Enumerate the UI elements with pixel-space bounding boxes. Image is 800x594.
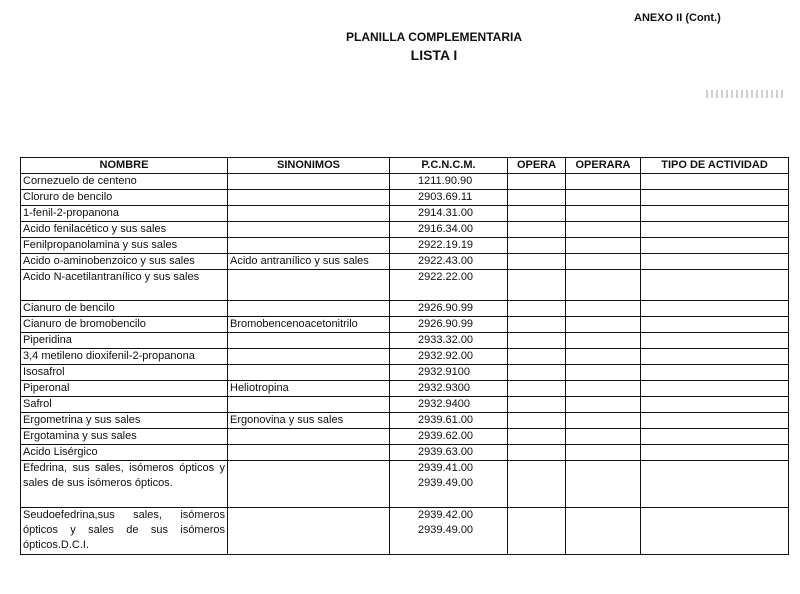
cell-pcncm	[390, 301, 508, 317]
cell-pcncm	[390, 397, 508, 413]
pcncm-code: 2903.69.11	[418, 191, 473, 203]
cell-nombre: Cianuro de bencilo	[21, 301, 228, 317]
cell-tipo-actividad	[641, 206, 789, 222]
cell-sinonimos	[228, 270, 390, 301]
cell-opera	[508, 270, 566, 301]
cell-opera	[508, 190, 566, 206]
cell-operara	[566, 461, 641, 508]
cell-sinonimos	[228, 349, 390, 365]
cell-operara	[566, 445, 641, 461]
table-row	[21, 301, 789, 317]
cell-pcncm	[390, 222, 508, 238]
table-row	[21, 365, 789, 381]
cell-sinonimos: Heliotropina	[228, 381, 390, 397]
cell-operara	[566, 429, 641, 445]
cell-pcncm	[390, 429, 508, 445]
scan-artifact	[706, 90, 786, 98]
cell-sinonimos	[228, 206, 390, 222]
cell-nombre: Ergometrina y sus sales	[21, 413, 228, 429]
pcncm-code: 2916.34.00	[418, 223, 474, 235]
cell-sinonimos	[228, 190, 390, 206]
cell-operara	[566, 238, 641, 254]
cell-opera	[508, 222, 566, 238]
pcncm-code: 2939.61.00	[418, 414, 474, 426]
cell-opera	[508, 206, 566, 222]
cell-operara	[566, 365, 641, 381]
cell-sinonimos: Acido antranílico y sus sales	[228, 254, 390, 270]
table-row	[21, 349, 789, 365]
annex-label: ANEXO II (Cont.)	[634, 12, 721, 24]
cell-pcncm	[390, 190, 508, 206]
cell-opera	[508, 301, 566, 317]
cell-sinonimos	[228, 429, 390, 445]
cell-pcncm	[390, 317, 508, 333]
cell-pcncm	[390, 461, 508, 508]
cell-sinonimos	[228, 397, 390, 413]
table-row	[21, 222, 789, 238]
cell-pcncm	[390, 508, 508, 555]
cell-sinonimos: Bromobencenoacetonitrilo	[228, 317, 390, 333]
table-row	[21, 461, 789, 508]
cell-operara	[566, 174, 641, 190]
pcncm-code: 2926.90.99	[418, 318, 474, 330]
cell-tipo-actividad	[641, 270, 789, 301]
cell-nombre: Fenilpropanolamina y sus sales	[21, 238, 228, 254]
cell-nombre: Safrol	[21, 397, 228, 413]
cell-sinonimos	[228, 445, 390, 461]
cell-nombre: Piperidina	[21, 333, 228, 349]
cell-sinonimos	[228, 222, 390, 238]
cell-nombre: Acido Lisérgico	[21, 445, 228, 461]
cell-sinonimos	[228, 238, 390, 254]
pcncm-code: 2922.22.00	[418, 271, 474, 283]
cell-tipo-actividad	[641, 317, 789, 333]
cell-nombre: 1-fenil-2-propanona	[21, 206, 228, 222]
cell-tipo-actividad	[641, 238, 789, 254]
cell-operara	[566, 270, 641, 301]
cell-pcncm	[390, 445, 508, 461]
cell-nombre: 3,4 metileno dioxifenil-2-propanona	[21, 349, 228, 365]
cell-opera	[508, 381, 566, 397]
cell-tipo-actividad	[641, 174, 789, 190]
cell-opera	[508, 365, 566, 381]
cell-nombre: Cianuro de bromobencilo	[21, 317, 228, 333]
pcncm-code: 2939.49.00	[418, 524, 474, 536]
cell-nombre: Acido o-aminobenzoico y sus sales	[21, 254, 228, 270]
cell-pcncm	[390, 381, 508, 397]
cell-sinonimos	[228, 333, 390, 349]
cell-operara	[566, 222, 641, 238]
cell-tipo-actividad	[641, 349, 789, 365]
cell-tipo-actividad	[641, 301, 789, 317]
cell-operara	[566, 317, 641, 333]
list-title: LISTA I	[410, 47, 458, 63]
document-title: PLANILLA COMPLEMENTARIA	[346, 30, 522, 44]
pcncm-code: 2932.9400	[418, 398, 470, 410]
cell-nombre: Seudoefedrina,sus sales, isómeros ópticos y sales de sus isómeros ópticos.D.C.I.	[21, 508, 228, 555]
table-row	[21, 174, 789, 190]
pcncm-code: 2932.9100	[418, 366, 470, 378]
substances-table	[20, 157, 789, 555]
cell-sinonimos	[228, 174, 390, 190]
cell-sinonimos	[228, 301, 390, 317]
cell-operara	[566, 413, 641, 429]
cell-operara	[566, 254, 641, 270]
cell-operara	[566, 349, 641, 365]
cell-opera	[508, 238, 566, 254]
cell-pcncm	[390, 333, 508, 349]
cell-pcncm	[390, 270, 508, 301]
pcncm-code: 1211.90.90	[418, 175, 473, 187]
cell-opera	[508, 317, 566, 333]
cell-tipo-actividad	[641, 333, 789, 349]
cell-tipo-actividad	[641, 413, 789, 429]
table-row	[21, 381, 789, 397]
cell-tipo-actividad	[641, 508, 789, 555]
column-header-nombre: NOMBRE	[21, 158, 228, 174]
cell-opera	[508, 349, 566, 365]
cell-tipo-actividad	[641, 397, 789, 413]
column-header-tipo-actividad: TIPO DE ACTIVIDAD	[641, 158, 789, 174]
cell-operara	[566, 381, 641, 397]
table-header-row	[21, 158, 789, 174]
cell-sinonimos	[228, 508, 390, 555]
pcncm-code: 2922.19.19	[418, 239, 474, 251]
table-row	[21, 413, 789, 429]
table-row	[21, 429, 789, 445]
cell-opera	[508, 397, 566, 413]
cell-nombre: Acido fenilacético y sus sales	[21, 222, 228, 238]
cell-tipo-actividad	[641, 461, 789, 508]
pcncm-code: 2939.41.00	[418, 462, 474, 474]
pcncm-code: 2932.92.00	[418, 350, 474, 362]
cell-tipo-actividad	[641, 190, 789, 206]
table-row	[21, 206, 789, 222]
cell-tipo-actividad	[641, 222, 789, 238]
cell-operara	[566, 333, 641, 349]
cell-opera	[508, 429, 566, 445]
cell-opera	[508, 413, 566, 429]
cell-nombre: Ergotamina y sus sales	[21, 429, 228, 445]
cell-operara	[566, 508, 641, 555]
table-row	[21, 270, 789, 301]
table-row	[21, 333, 789, 349]
table-row	[21, 238, 789, 254]
cell-nombre: Piperonal	[21, 381, 228, 397]
pcncm-code: 2939.49.00	[418, 477, 474, 489]
table-row	[21, 190, 789, 206]
cell-opera	[508, 333, 566, 349]
column-header-pcncm: P.C.N.C.M.	[390, 158, 508, 174]
cell-operara	[566, 397, 641, 413]
cell-tipo-actividad	[641, 445, 789, 461]
column-header-operara: OPERARA	[566, 158, 641, 174]
cell-pcncm	[390, 174, 508, 190]
cell-pcncm	[390, 206, 508, 222]
cell-nombre: Isosafrol	[21, 365, 228, 381]
pcncm-code: 2939.42.00	[418, 509, 474, 521]
pcncm-code: 2933.32.00	[418, 334, 474, 346]
cell-nombre: Efedrina, sus sales, isómeros ópticos y sales de sus isómeros ópticos.	[21, 461, 228, 508]
cell-tipo-actividad	[641, 254, 789, 270]
cell-nombre: Cloruro de bencilo	[21, 190, 228, 206]
pcncm-code: 2939.63.00	[418, 446, 474, 458]
pcncm-code: 2922.43.00	[418, 255, 474, 267]
cell-sinonimos: Ergonovina y sus sales	[228, 413, 390, 429]
cell-opera	[508, 508, 566, 555]
cell-pcncm	[390, 254, 508, 270]
column-header-opera: OPERA	[508, 158, 566, 174]
cell-opera	[508, 254, 566, 270]
pcncm-code: 2914.31.00	[418, 207, 474, 219]
cell-opera	[508, 461, 566, 508]
table-row	[21, 397, 789, 413]
table-row	[21, 445, 789, 461]
cell-operara	[566, 190, 641, 206]
cell-opera	[508, 445, 566, 461]
cell-nombre: Cornezuelo de centeno	[21, 174, 228, 190]
cell-pcncm	[390, 349, 508, 365]
cell-pcncm	[390, 413, 508, 429]
pcncm-code: 2932.9300	[418, 382, 470, 394]
cell-sinonimos	[228, 365, 390, 381]
cell-opera	[508, 174, 566, 190]
cell-tipo-actividad	[641, 365, 789, 381]
cell-pcncm	[390, 238, 508, 254]
cell-pcncm	[390, 365, 508, 381]
table-row	[21, 317, 789, 333]
table-row	[21, 508, 789, 555]
column-header-sinonimos: SINONIMOS	[228, 158, 390, 174]
pcncm-code: 2939.62.00	[418, 430, 474, 442]
cell-tipo-actividad	[641, 429, 789, 445]
table-row	[21, 254, 789, 270]
cell-sinonimos	[228, 461, 390, 508]
cell-tipo-actividad	[641, 381, 789, 397]
pcncm-code: 2926.90.99	[418, 302, 474, 314]
cell-operara	[566, 206, 641, 222]
cell-nombre: Acido N-acetilantranílico y sus sales	[21, 270, 228, 301]
cell-operara	[566, 301, 641, 317]
